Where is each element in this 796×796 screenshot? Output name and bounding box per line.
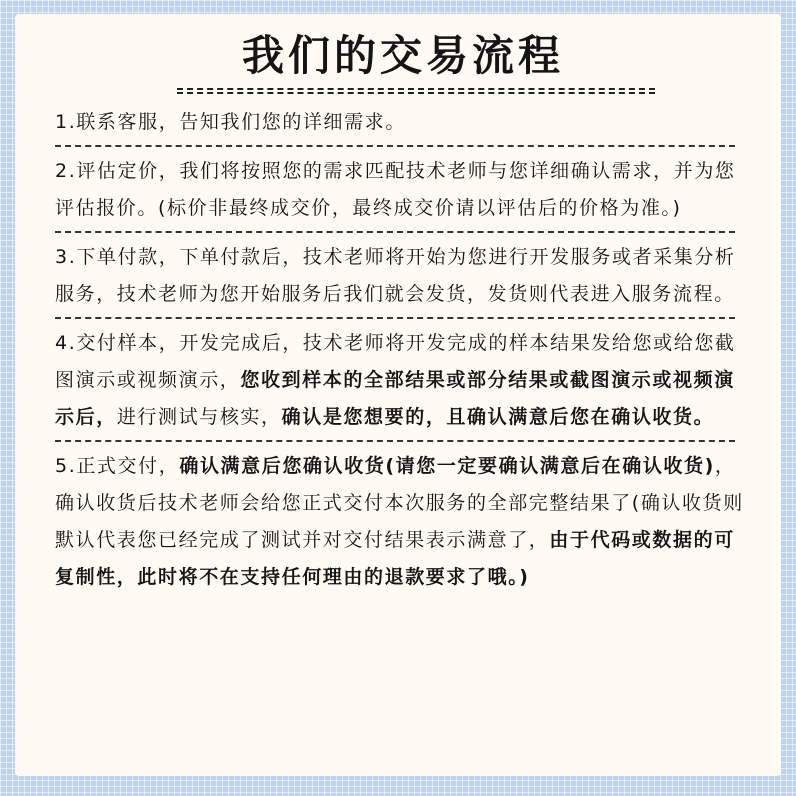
step-divider [55, 440, 735, 442]
step-divider [55, 317, 735, 319]
step-4-text-a: 4.交付样本，开发完成后，技术老师将开发完成的样本结果发给您或给您截图演示或视频演示， [55, 332, 736, 391]
step-5-text-d: 由于代码或数据的可复制性，此时将不在支持任何理由的退款要求了哦。) [55, 529, 735, 588]
step-3 [55, 239, 751, 313]
step-5 [55, 448, 751, 596]
step-4-text-b: 您收到样本的全部结果或部分结果或截图演示或视频演示后， [55, 369, 735, 428]
step-1 [55, 104, 751, 141]
step-divider [55, 231, 735, 233]
step-1-text: 1.联系客服，告知我们您的详细需求。 [55, 111, 406, 133]
step-4-text-d: 确认是您想要的，且确认满意后您在确认收货。 [281, 406, 715, 428]
step-5-text-a: 5.正式交付， [55, 455, 180, 477]
step-5-text-b: 确认满意后您确认收货(请您一定要确认满意后在确认收货) [179, 455, 715, 477]
title-underline [177, 88, 655, 94]
step-divider [55, 145, 735, 147]
step-5-text-c: ，确认收货后技术老师会给您正式交付本次服务的全部完整结果了(确认收货则默认代表您已经完成了测试并对交付结果表示满意了， [55, 455, 744, 551]
step-3-text: 3.下单付款，下单付款后，技术老师将开始为您进行开发服务或者采集分析服务，技术老师为您开始服务后我们就会发货，发货则代表进入服务流程。 [55, 246, 736, 305]
step-2-text: 2.评估定价，我们将按照您的需求匹配技术老师与您详细确认需求，并为您评估报价。(标价非最终成交价，最终成交价请以评估后的价格为准。) [55, 160, 736, 219]
step-2 [55, 153, 751, 227]
step-4 [55, 325, 751, 436]
step-4-text-c: 进行测试与核实， [116, 406, 282, 428]
process-card [15, 14, 781, 776]
page-title: 我们的交易流程 [241, 31, 564, 80]
